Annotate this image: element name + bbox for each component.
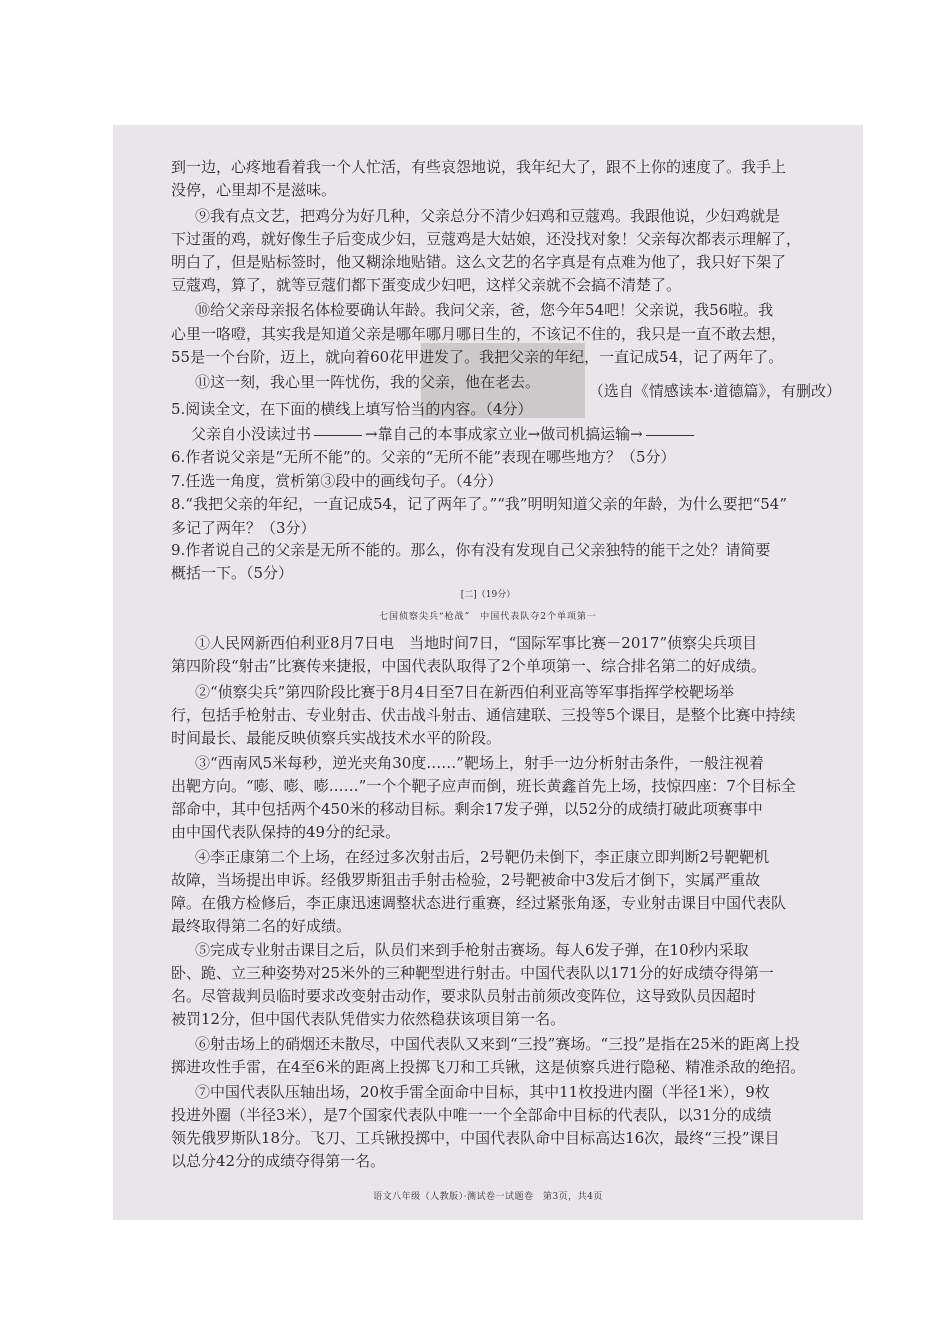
question-6: 6.作者说父亲是“无所不能”的。父亲的“无所不能”表现在哪些地方？（5分）: [171, 448, 676, 466]
answer-blank[interactable]: [314, 435, 362, 436]
question-9-cont: 概括一下。（5分）: [171, 564, 294, 582]
chain-start: 父亲自小没读过书: [191, 425, 312, 443]
page-text: [113, 125, 863, 1220]
text-line: ⑨我有点文艺，把鸡分为好几种，父亲总分不清少妇鸡和豆蔻鸡。我跟他说，少妇鸡就是: [195, 207, 781, 225]
text-line: 没停，心里却不是滋味。: [171, 181, 337, 199]
question-8: 8.“我把父亲的年纪，一直记成54，记了两年了。”“我”明明知道父亲的年龄，为什么要把“54”: [171, 495, 787, 513]
question-7: 7.任选一角度，赏析第③段中的画线句子。（4分）: [171, 472, 503, 490]
text-line: 投进外圈（半径3米），是7个国家代表队中唯一一个全部命中目标的代表队，以31分的成绩: [171, 1106, 772, 1124]
text-line: 明白了，但是贴标签时，他又糊涂地贴错。这么文艺的名字真是有点难为他了，我只好下架了: [171, 253, 787, 271]
text-line: ③“西南风5米每秒，逆光夹角30度……”靶场上，射手一边分析射击条件，一般注视着: [195, 754, 764, 772]
text-line: ⑦中国代表队压轴出场，20枚手雷全面命中目标，其中11枚投进内圈（半径1米），9枚: [195, 1083, 770, 1101]
text-line: 出靶方向。“嘭、嘭、嘭……”一个个靶子应声而倒，班长黄鑫首先上场，技惊四座：7个目标全: [171, 777, 796, 795]
text-line: 领先俄罗斯队18分。飞刀、工兵锹投掷中，中国代表队命中目标高达16次，最终“三投”课目: [171, 1129, 780, 1147]
text-line: 第四阶段“射击”比赛传来捷报，中国代表队取得了2个单项第一、综合排名第二的好成绩。: [171, 657, 766, 675]
text-line: 障。在俄方检修后，李正康迅速调整状态进行重赛，经过紧张角逐，专业射击课目中国代表队: [171, 894, 787, 912]
question-8-cont: 多记了两年？（3分）: [171, 519, 316, 537]
text-line: ⑥射击场上的硝烟还未散尽，中国代表队又来到“三投”赛场。“三投”是指在25米的距离上投: [195, 1035, 800, 1053]
text-line: 行，包括手枪射击、专业射击、伏击战斗射击、通信建联、三投等5个课目，是整个比赛中持续: [171, 706, 796, 724]
text-line: ⑩给父亲母亲报名体检要确认年龄。我问父亲，爸，您今年54吧！父亲说，我56啦。我: [195, 301, 774, 319]
text-line: 被罚12分，但中国代表队凭借实力依然稳获该项目第一名。: [171, 1010, 566, 1028]
text-line: 掷进攻性手雷，在4至6米的距离上投掷飞刀和工兵锹，这是侦察兵进行隐秘、精准杀敌的绝招。: [171, 1058, 806, 1076]
text-line: 到一边，心疼地看着我一个人忙活，有些哀怨地说，我年纪大了，跟不上你的速度了。我手上: [171, 158, 787, 176]
text-line: 以总分42分的成绩夺得第一名。: [171, 1152, 386, 1170]
section-heading: [二]（19分）: [460, 590, 516, 600]
text-line: ⑤完成专业射击课目之后，队员们来到手枪射击赛场。每人6发子弹，在10秒内采取: [195, 941, 749, 959]
source-note: （选自《情感读本·道德篇》，有删改）: [588, 382, 841, 400]
text-line: 由中国代表队保持的49分的纪录。: [171, 823, 401, 841]
article-title: 七国侦察尖兵“枪战” 中国代表队夺2个单项第一: [379, 612, 597, 622]
answer-blank[interactable]: [646, 435, 694, 436]
text-line: 下过蛋的鸡，就好像生子后变成少妇，豆蔻鸡是大姑娘，还没找对象！父亲每次都表示理解了，: [171, 230, 802, 248]
text-line: 故障，当场提出申诉。经俄罗斯狙击手射击检验，2号靶被命中3发后才倒下，实属严重故: [171, 871, 761, 889]
text-line: 卧、跪、立三种姿势对25米外的三种靶型进行射击。中国代表队以171分的好成绩夺得第一: [171, 964, 774, 982]
question-5: 5.阅读全文，在下面的横线上填写恰当的内容。（4分）: [171, 400, 533, 418]
text-line: 部命中，其中包括两个450米的移动目标。剩余17发子弹，以52分的成绩打破此项赛事中: [171, 800, 763, 818]
text-line: ②“侦察尖兵”第四阶段比赛于8月4日至7日在新西伯利亚高等军事指挥学校靶场举: [195, 683, 734, 701]
text-line: 最终取得第二名的好成绩。: [171, 917, 352, 935]
text-line: ④李正康第二个上场，在经过多次射击后，2号靶仍未倒下，李正康立即判断2号靶靶机: [195, 848, 770, 866]
text-line: 时间最长、最能反映侦察兵实战技术水平的阶段。: [171, 729, 502, 747]
text-line: 55是一个台阶，迈上，就向着60花甲进发了。我把父亲的年纪，一直记成54，记了两年了。: [171, 348, 784, 366]
text-line: ⑪这一刻，我心里一阵忧伤，我的父亲，他在老去。: [195, 373, 541, 391]
text-line: 心里一咯噔，其实我是知道父亲是哪年哪月哪日生的，不该记不住的，我只是一直不敢去想，: [171, 325, 787, 343]
text-line: 名。尽管裁判员临时要求改变射击动作，要求队员射击前须改变阵位，这导致队员因超时: [171, 987, 757, 1005]
text-line: ①人民网新西伯利亚8月7日电 当地时间7日，“国际军事比赛－2017”侦察尖兵项目: [195, 634, 758, 652]
question-9: 9.作者说自己的父亲是无所不能的。那么，你有没有发现自己父亲独特的能干之处？请简要: [171, 541, 771, 559]
text-line: 豆蔻鸡，算了，就等豆蔻们都下蛋变成少妇吧，这样父亲就不会搞不清楚了。: [171, 276, 682, 294]
question-5-chain: [191, 424, 697, 444]
scanned-page: [113, 125, 863, 1220]
chain-rest: →靠自己的本事成家立业→做司机搞运输→: [365, 425, 643, 443]
page-footer: 语文八年级（人教版）·测试卷一试题卷 第3页，共4页: [373, 1192, 603, 1202]
